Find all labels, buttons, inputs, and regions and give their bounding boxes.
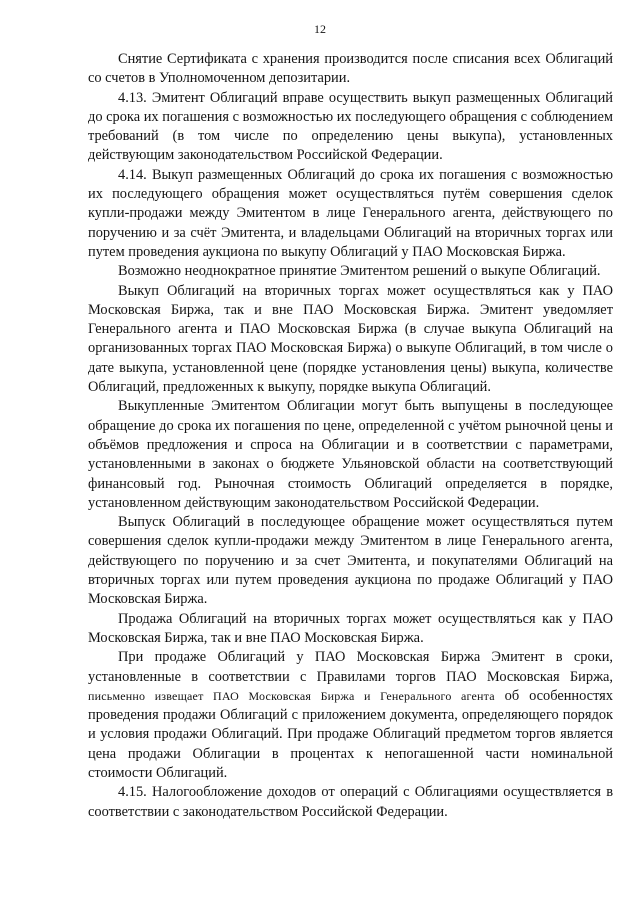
sale-notification-text-2: письменно извещает ПАО Московская Биржа и Генерального агента <box>88 688 495 703</box>
page-number: 12 <box>314 22 326 36</box>
paragraph-sale-venues: Продажа Облигаций на вторичных торгах может осуществляться как у ПАО Московская Биржа, так и вне ПАО Московская Биржа. <box>88 610 613 646</box>
paragraph-certificate-removal: Снятие Сертификата с хранения производится после списания всех Облигаций со счетов в Уполномоченном депозитарии. <box>88 51 613 87</box>
paragraph-repeated-decisions: Возможно неоднократное принятие Эмитентом решений о выкупе Облигаций. <box>118 263 601 280</box>
paragraph-4-15-taxation: 4.15. Налогообложение доходов от операций с Облигациями осуществляется в соответствии с законодательством Российской Федерации. <box>88 784 613 820</box>
document-body <box>88 50 613 822</box>
paragraph-secondary-trading-buyback: Выкуп Облигаций на вторичных торгах может осуществляться как у ПАО Московская Биржа, так и вне ПАО Московская Биржа. Эмитент уведомляет Генерального агента и ПАО Московская Биржа (в случае выкупа Облигаций на организованных торгах ПАО Московская Биржа) о выкупе Облигаций, в том числе о дате выкупа, установленной цене (порядке установления цены) выкупа, количестве Облигаций, предложенных к выкупу, порядке выкупа Облигаций. <box>88 282 613 396</box>
paragraph-sale-notification <box>88 648 613 783</box>
paragraph-reissue-pricing: Выкупленные Эмитентом Облигации могут быть выпущены в последующее обращение до срока их погашения по цене, определенной с учётом рыночной цены и объёмов предложения и спроса на Облигации и в соответствии с параметрами, установленными в законах о бюджете Ульяновской области на соответствующий финансовый год. Рыночная стоимость Облигаций определяется в порядке, установленном действующим законодательством Российской Федерации. <box>88 398 613 511</box>
paragraph-4-14-buyback-procedure: 4.14. Выкуп размещенных Облигаций до срока их погашения с возможностью их последующего обращения может осуществляться путём совершения сделок купли-продажи между Эмитентом в лице Генерального агента, действующего по поручению и за счёт Эмитента, и владельцами Облигаций на вторичных торгах или путем проведения аукциона по выкупу Облигаций у ПАО Московская Биржа. <box>88 166 613 260</box>
sale-notification-text-3: об особенностях проведения продажи Облигаций с приложением документа, определяющего порядок и условия продажи Облигаций. При продаже Облигаций предметом торгов является цена продажи Облигации в процентах к непогашенной части номинальной стоимости Облигаций. <box>88 687 613 781</box>
paragraph-4-13-buyback-right: 4.13. Эмитент Облигаций вправе осуществить выкуп размещенных Облигаций до срока их погашения с возможностью их последующего обращения с соблюдением требований (в том числе по определению цены выкупа), установленных действующим законодательством Российской Федерации. <box>88 89 613 164</box>
paragraph-reissue-procedure: Выпуск Облигаций в последующее обращение может осуществляться путем совершения сделок купли-продажи между Эмитентом в лице Генерального агента, действующего по поручению и за счет Эмитента, и покупателями Облигаций на вторичных торгах или путем проведения аукциона по продаже Облигаций у ПАО Московская Биржа. <box>88 514 613 608</box>
sale-notification-text-1: При продаже Облигаций у ПАО Московская Биржа Эмитент в сроки, установленные в соответствии с Правилами торгов ПАО Московская Биржа, <box>88 649 613 685</box>
